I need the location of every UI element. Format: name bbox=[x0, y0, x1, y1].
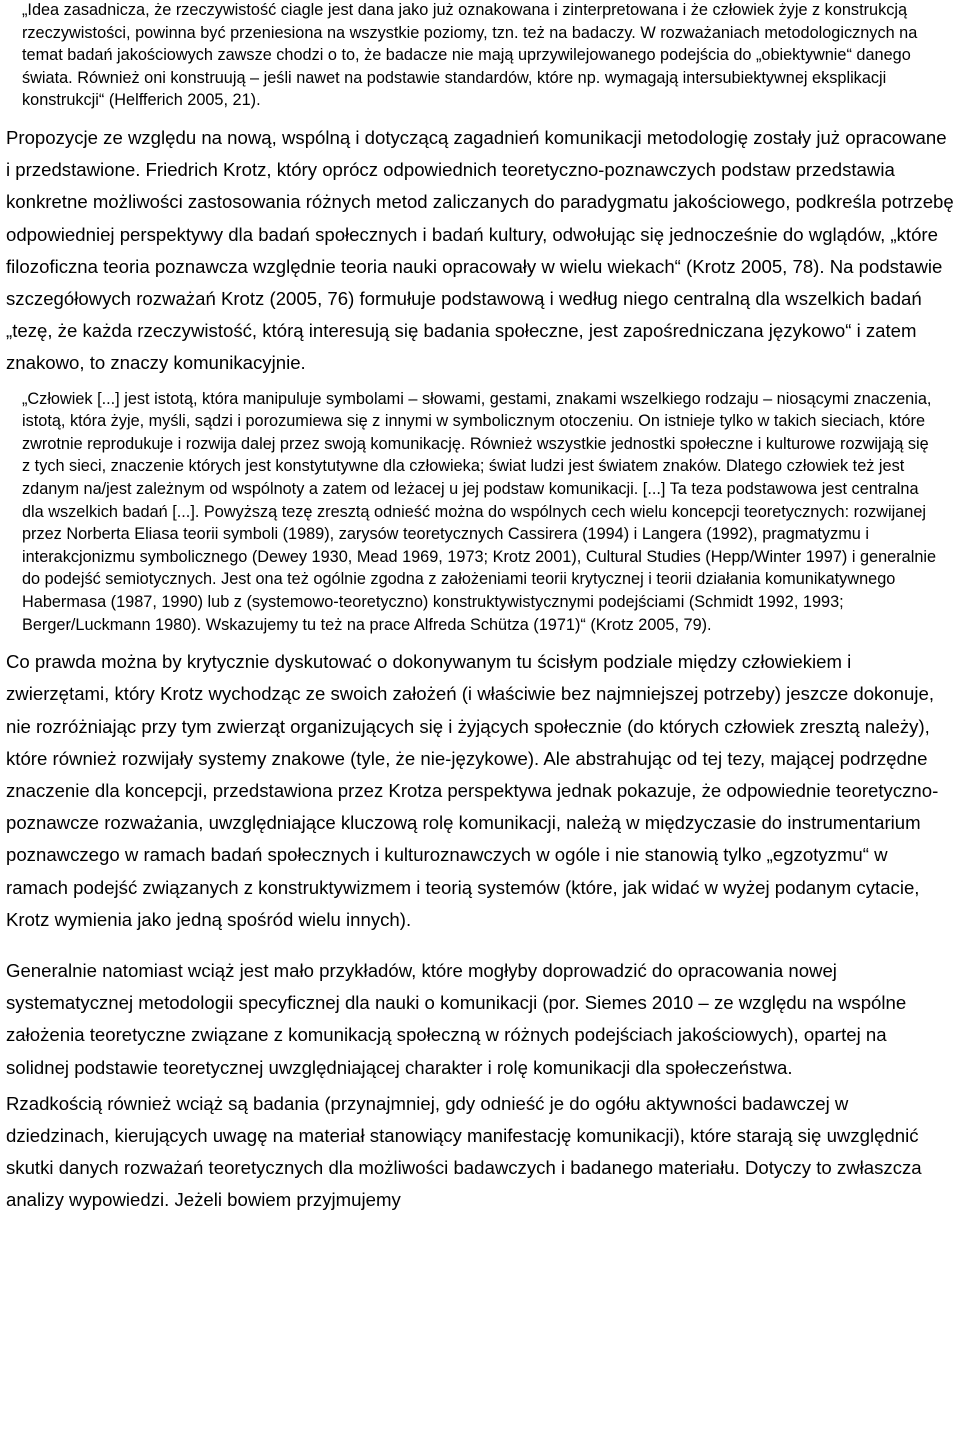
block-quote-krotz: „Człowiek [...] jest istotą, która manipuluje symbolami – słowami, gestami, znakami wszelkiego rodzaju – niosącymi znaczenia, istotą, która żyje, myśli, sądzi i porozumiewa się z innymi w symbolicznym otoczeniu. On istnieje tylko w takich sieciach, które zwrotnie reprodukuje i rozwija dalej przez swoją komunikację. Również wszystkie jednostki społeczne i kulturowe rozwijają się z tych sieci, znaczenie których jest konstytutywne dla człowieka; świat ludzi jest światem znaków. Dlatego człowiek też jest zdanym na/jest zależnym od wspólnoty a zatem od leżacej u jej podstaw komunikacji. [...] Ta teza podstawowa jest centralna dla wszelkich badań [...]. Powyższą tezę zresztą odnieść można do wspólnych cech wielu koncepcji teoretycznych: rozwijanej przez Norberta Eliasa teorii symboli (1989), zarysów teoretycznych Cassirera (1994) i Langera (1992), pragmatyzmu i interakcjonizmu symbolicznego (Dewey 1930, Mead 1969, 1973; Krotz 2001), Cultural Studies (Hepp/Winter 1997) i generalnie do podejść semiotycznych. Jest ona też ogólnie zgodna z założeniami teorii krytycznej i teorii działania komunikatywnego Habermasa (1987, 1990) lub z (systemowo-teoretyczno) konstruktywistycznymi podejściami (Schmidt 1992, 1993; Berger/Luckmann 1980). Wskazujemy tu też na prace Alfreda Schütza (1971)“ (Krotz 2005, 79). bbox=[22, 389, 937, 634]
block-quote-helfferich: „Idea zasadnicza, że rzeczywistość ciagle jest dana jako już oznakowana i zinterpretowana i że człowiek żyje z konstrukcją rzeczywistości, powinna być przeniesiona na wszystkie poziomy, tzn. też na badaczy. W rozważaniach metodologicznych na temat badań jakościowych zawsze chodzi o to, że badacze nie mają uprzywilejowanego podejścia do „obiektywnie“ danego świata. Również oni konstruują – jeśli nawet na podstawie standardów, które np. wymagają intersubiektywnej eksplikacji konstrukcji“ (Helfferich 2005, 21). bbox=[22, 1, 918, 110]
paragraph-research-rarity: Rzadkością również wciąż są badania (przynajmniej, gdy odnieść je do ogółu aktywności badawczej w dziedzinach, kierujących uwagę na materiał stanowiący manifestację komunikacji), które starają się uwzględnić skutki danych rozważań teoretycznych dla możliwości badawczych i badanego materiału. Dotyczy to zwłaszcza analizy wypowiedzi. Jeżeli bowiem przyjmujemy bbox=[6, 1092, 922, 1211]
paragraph-critique: Co prawda można by krytycznie dyskutować o dokonywanym tu ścisłym podziale między człowiekiem i zwierzętami, który Krotz wychodząc ze swoich założeń (i właściwie bez najmniejszej potrzeby) jeszcze dokonuje, nie rozróżniając przy tym zwierząt organizujących się i żyjących społecznie (do których człowiek zresztą należy), które również rozwijały systemy znakowe (tyle, że nie-językowe). Ale abstrahując od tej tezy, mającej podrzędne znaczenie dla koncepcji, przedstawiona przez Krotza perspektywa jednak pokazuje, że odpowiednie teoretyczno-poznawcze rozważania, uwzględniające kluczową rolę komunikacji, należą w międzyczasie do instrumentarium poznawczego w ramach badań społecznych i kulturoznawczych w ogóle i nie stanowią tylko „egzotyzmu“ w ramach podejść związanych z konstruktywizmem i teorią systemów (które, jak widać w wyżej podanym cytacie, Krotz wymienia jako jedną spośród wielu innych). bbox=[6, 651, 939, 930]
paragraph-methodology: Generalnie natomiast wciąż jest mało przykładów, które mogłyby doprowadzić do opracowania nowej systematycznej metodologii specyficznej dla nauki o komunikacji (por. Siemes 2010 – ze względu na wspólne założenia teoretyczne związane z komunikacją społeczną w różnych podejściach jakościowych), opartej na solidnej podstawie teoretycznej uwzględniającej charakter i rolę komunikacji dla społeczeństwa. bbox=[6, 959, 907, 1078]
paragraph-krotz-intro: Propozycje ze względu na nową, wspólną i dotyczącą zagadnień komunikacji metodologię zostały już opracowane i przedstawione. Friedrich Krotz, który oprócz odpowiednich teoretyczno-poznawczych podstaw przedstawia konkretne możliwości zastosowania różnych metod zaliczanych do paradygmatu jakościowego, podkreśla potrzebę odpowiedniej perspektywy dla badań społecznych i badań kultury, odwołując się jednocześnie do wglądów, „które filozoficzna teoria poznawcza względnie teoria nauki opracowały w wielu wiekach“ (Krotz 2005, 78). Na podstawie szczegółowych rozważań Krotz (2005, 76) formułuje podstawową i według niego centralną dla wszelkich badań „tezę, że każda rzeczywistość, którą interesują się badania społeczne, jest zapośredniczana językowo“ i zatem znakowo, to znaczy komunikacyjnie. bbox=[6, 126, 954, 374]
